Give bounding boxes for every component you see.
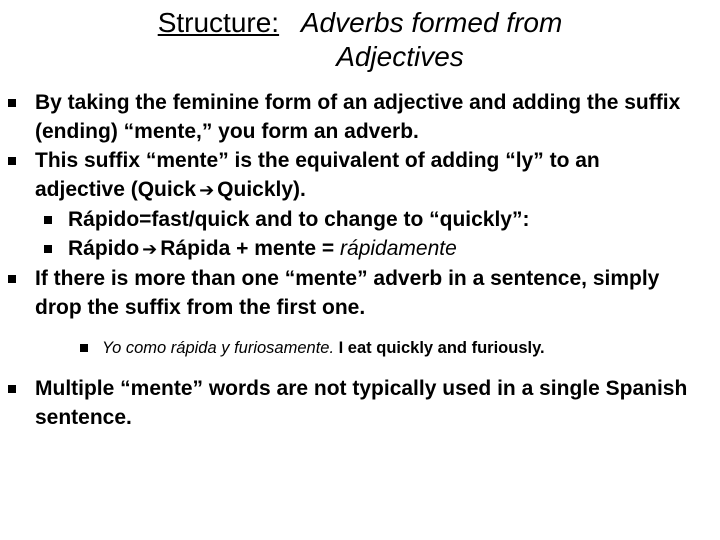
right-arrow-icon: ➔ — [199, 180, 215, 200]
sub-bullet-item-rapidamente — [0, 234, 720, 264]
bullet-item-multiple-mente — [0, 264, 720, 322]
sub-bullet-result: rápidamente — [340, 237, 457, 260]
title-topic-line2: Adjectives — [336, 41, 464, 72]
sub-bullet-text — [68, 234, 708, 264]
square-bullet-icon — [8, 275, 16, 283]
square-bullet-icon — [8, 157, 16, 165]
slide-title — [60, 6, 660, 74]
title-label: Structure: — [157, 7, 280, 38]
bullet-item-suffix-equivalent — [0, 146, 720, 205]
bullet-item-not-typical — [0, 374, 720, 432]
sub-bullet-item-example — [0, 334, 720, 362]
bullet-text: Multiple “mente” words are not typically used in a single Spanish sentence. — [35, 377, 688, 429]
title-topic-line1: Adverbs formed from — [300, 7, 563, 38]
square-bullet-icon — [8, 385, 16, 393]
sub-bullet-text-part: Rápido — [68, 237, 140, 260]
bullet-text-part: This suffix “mente” is the equivalent of adding “ly” to an adjective (Quick — [35, 149, 600, 201]
square-bullet-icon — [44, 216, 52, 224]
example-spanish: Yo como rápida y furiosamente. — [102, 339, 335, 357]
bullet-text — [35, 146, 695, 205]
example-english: I eat quickly and furiously. — [338, 339, 545, 357]
bullet-item-feminine-form — [0, 88, 720, 146]
bullet-text: If there is more than one “mente” adverb in a sentence, simply drop the suffix from the first one. — [35, 267, 660, 319]
sub-bullet-text — [102, 334, 717, 362]
bullet-text: By taking the feminine form of an adjective and adding the suffix (ending) “mente,” you form an adverb. — [35, 91, 681, 143]
square-bullet-icon — [44, 245, 52, 253]
bullet-list — [0, 88, 720, 432]
sub-bullet-item-rapido — [0, 205, 720, 234]
square-bullet-icon — [80, 344, 88, 352]
square-bullet-icon — [8, 99, 16, 107]
bullet-text-part: Quickly). — [217, 178, 306, 201]
right-arrow-icon: ➔ — [142, 239, 158, 259]
sub-bullet-text-part: Rápida + mente = — [160, 237, 335, 260]
sub-bullet-text: Rápido=fast/quick and to change to “quickly”: — [68, 208, 530, 231]
